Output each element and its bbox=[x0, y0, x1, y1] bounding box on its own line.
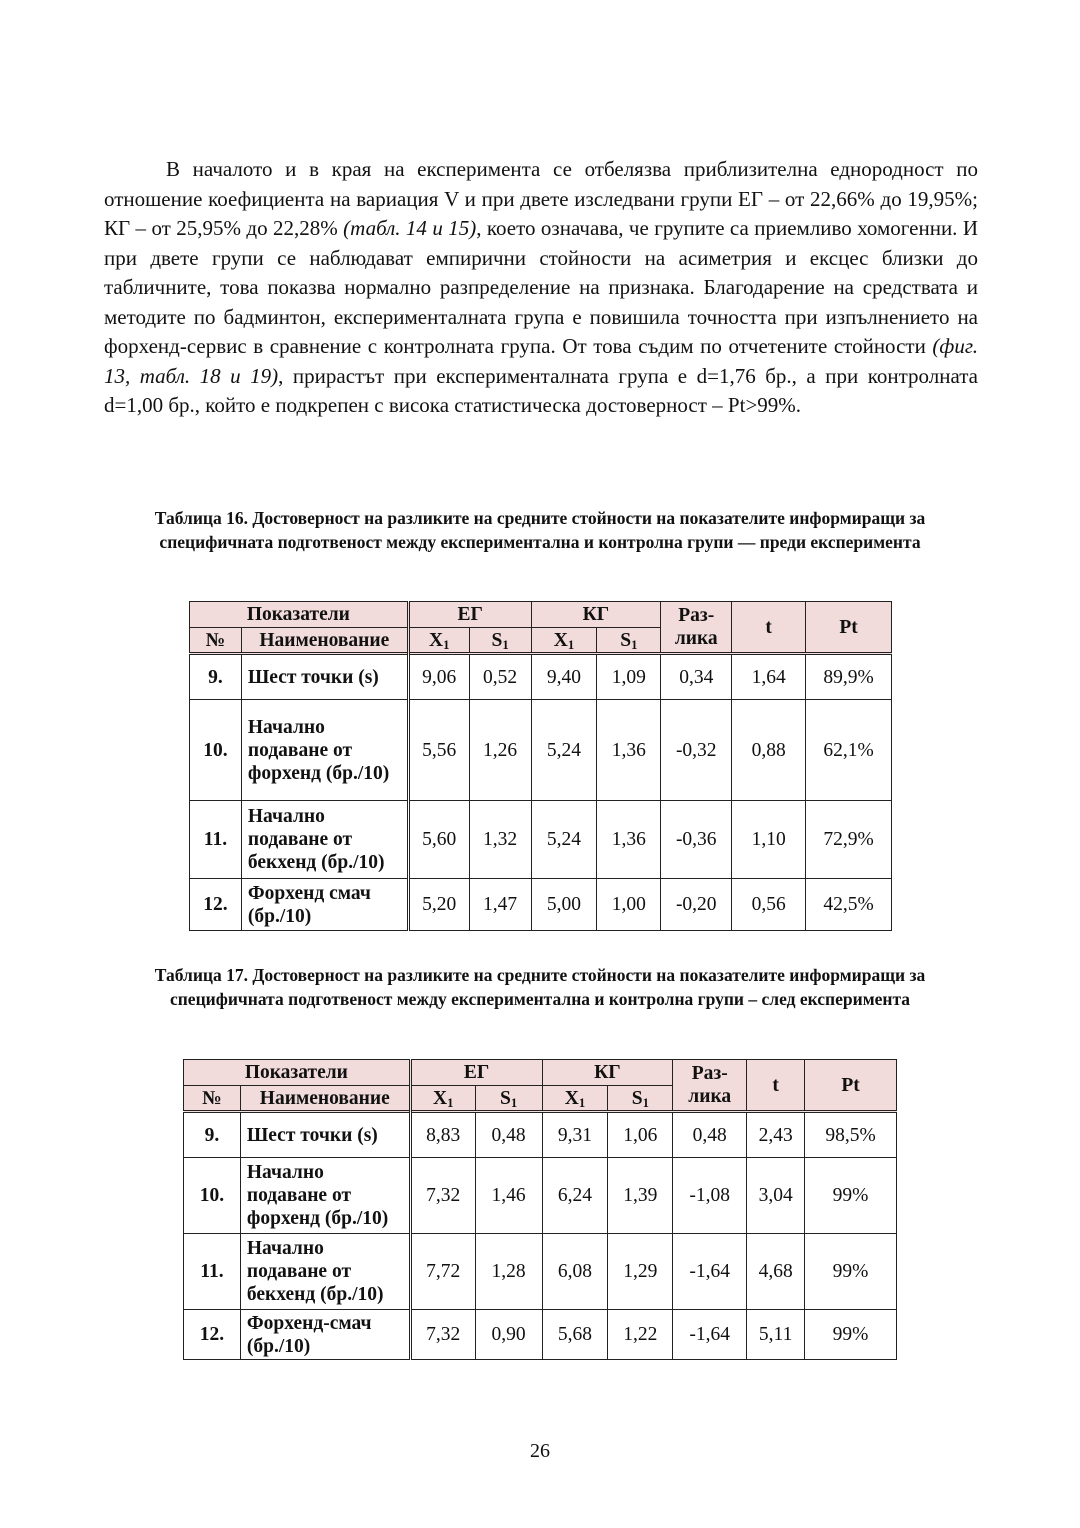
table-row: 11. Начално подаване от бекхенд (бр./10) 5,60 1,32 5,24 1,36 -0,36 1,10 72,9% bbox=[190, 801, 892, 879]
kg-s-header: $S_1$ bbox=[608, 1086, 673, 1112]
t-header: t bbox=[732, 602, 806, 654]
difference-header: Раз- лика bbox=[673, 1060, 747, 1112]
name-header: Наименование bbox=[241, 628, 408, 654]
kg-x-header: $X_1$ bbox=[542, 1086, 608, 1112]
kg-s-header: $S_1$ bbox=[597, 628, 661, 654]
table-row: 9. Шест точки (s) 8,83 0,48 9,31 1,06 0,48 2,43 98,5% bbox=[184, 1112, 897, 1158]
table-17 bbox=[183, 1059, 897, 1360]
eg-x-header: $X_1$ bbox=[408, 628, 469, 654]
page-number: 26 bbox=[530, 1440, 550, 1462]
name-header: Наименование bbox=[240, 1086, 410, 1112]
number-header: № bbox=[184, 1086, 241, 1112]
figure-reference: (фиг. 13, табл. 18 и 19) bbox=[104, 334, 978, 388]
eg-header: ЕГ bbox=[408, 602, 531, 628]
kg-x-header: $X_1$ bbox=[531, 628, 597, 654]
eg-x-header: $X_1$ bbox=[410, 1086, 475, 1112]
paragraph-text-3: , прирастът при експерименталната група е d=1,76 бр., а при контролната d=1,00 бр., който е подкрепен с висока статистическа достоверност – Pt>99%. bbox=[104, 363, 978, 417]
body-paragraph bbox=[104, 155, 978, 421]
table-16-caption: Таблица 16. Достоверност на разликите на средните стойности на показателите информиращи за специфичната подготвеност между експериментална и контролна групи — преди експеримента bbox=[154, 508, 926, 552]
indicators-header: Показатели bbox=[190, 602, 409, 628]
table-row: 11. Начално подаване от бекхенд (бр./10) 7,72 1,28 6,08 1,29 -1,64 4,68 99% bbox=[184, 1234, 897, 1310]
t-header: t bbox=[747, 1060, 805, 1112]
table-row: 12. Форхенд смач (бр./10) 5,20 1,47 5,00 1,00 -0,20 0,56 42,5% bbox=[190, 879, 892, 931]
table-17-caption: Таблица 17. Достоверност на разликите на средните стойности на показателите информиращи за специфичната подготвеност между експериментална и контролна групи – след експеримента bbox=[154, 965, 926, 1009]
eg-s-header: $S_1$ bbox=[475, 1086, 542, 1112]
kg-header: КГ bbox=[542, 1060, 673, 1086]
eg-s-header: $S_1$ bbox=[469, 628, 531, 654]
number-header: № bbox=[190, 628, 242, 654]
eg-header: ЕГ bbox=[410, 1060, 542, 1086]
table-row: 12. Форхенд-смач (бр./10) 7,32 0,90 5,68 1,22 -1,64 5,11 99% bbox=[184, 1310, 897, 1360]
table-row: 10. Начално подаване от форхенд (бр./10) 5,56 1,26 5,24 1,36 -0,32 0,88 62,1% bbox=[190, 700, 892, 801]
pt-header: Pt bbox=[806, 602, 892, 654]
table-row: 9. Шест точки (s) 9,06 0,52 9,40 1,09 0,34 1,64 89,9% bbox=[190, 654, 892, 700]
table-row: 10. Начално подаване от форхенд (бр./10) 7,32 1,46 6,24 1,39 -1,08 3,04 99% bbox=[184, 1158, 897, 1234]
paragraph-text-2: , което означава, че групите са приемливо хомогенни. И при двете групи се наблюдават емпирични стойности на асиметрия и ексцес близки до табличните, това показва нормално разпределение на признака. Благодарение на средствата и методите по бадминтон, експерименталната група е повишила точността при изпълнението на форхенд-сервис в сравнение с контролната група. От това съдим по отчетените стойности bbox=[104, 216, 978, 358]
table-reference: (табл. 14 и 15) bbox=[343, 216, 477, 240]
pt-header: Pt bbox=[805, 1060, 897, 1112]
difference-header: Раз- лика bbox=[661, 602, 732, 654]
indicators-header: Показатели bbox=[184, 1060, 411, 1086]
paragraph-text-1: В началото и в края на експеримента се отбелязва приблизителна еднородност по отношение коефициента на вариация V и при двете изследвани групи ЕГ – от 22,66% до 19,95%; КГ – от 25,95% до 22,28% bbox=[104, 157, 978, 240]
table-16 bbox=[189, 601, 892, 931]
kg-header: КГ bbox=[531, 602, 661, 628]
